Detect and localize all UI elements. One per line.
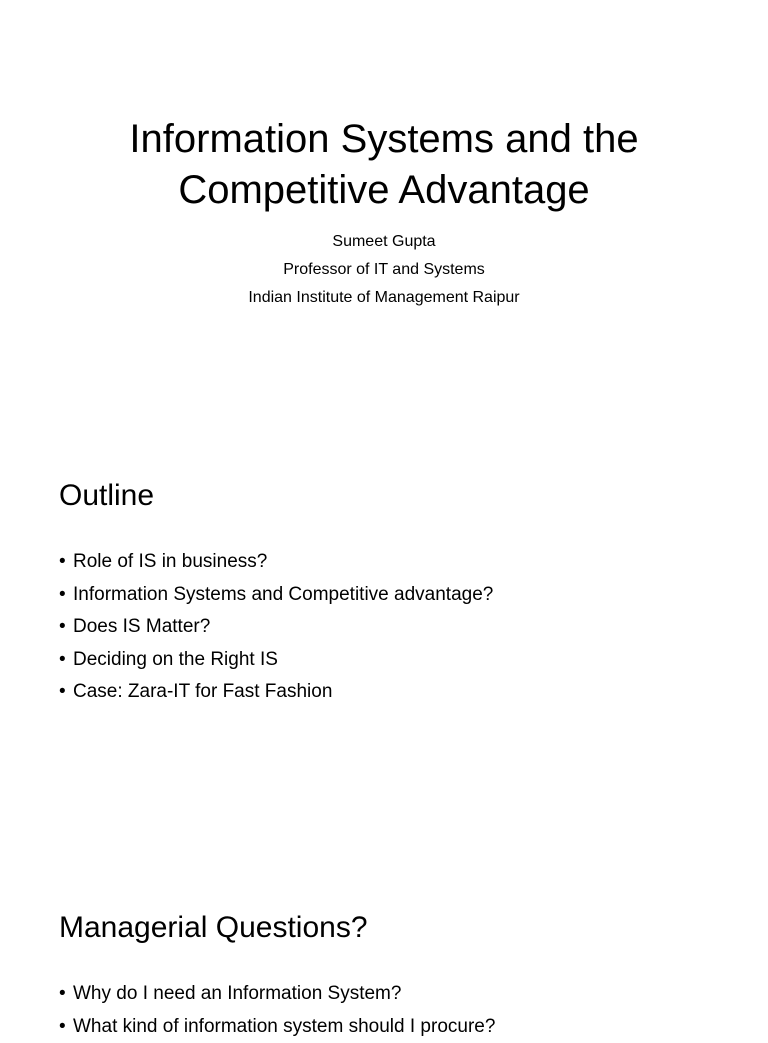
list-item [59,546,493,579]
list-item-text: Why do I need an Information System? [73,983,401,1004]
outline-list [59,546,493,709]
list-item-text: Deciding on the Right IS [73,649,278,670]
questions-list [59,978,495,1043]
outline-slide [0,432,768,864]
author-name: Sumeet Gupta [0,228,768,256]
title-line-2: Competitive Advantage [0,165,768,216]
title-line-1: Information Systems and the [0,114,768,165]
list-item [59,579,493,612]
author-institution: Indian Institute of Management Raipur [0,284,768,312]
list-item [59,1011,495,1043]
presentation-title [0,114,768,216]
questions-heading: Managerial Questions? [59,910,368,946]
bullet-icon: • [59,978,66,1011]
presenter-info [0,228,768,312]
list-item [59,676,493,709]
list-item-text: Role of IS in business? [73,551,267,572]
list-item-text: Case: Zara-IT for Fast Fashion [73,681,332,702]
bullet-icon: • [59,611,66,644]
list-item [59,644,493,677]
list-item [59,978,495,1011]
list-item-text: Information Systems and Competitive advantage? [73,584,493,605]
title-slide [0,0,768,432]
list-item-text: What kind of information system should I procure? [73,1016,495,1037]
bullet-icon: • [59,676,66,709]
author-position: Professor of IT and Systems [0,256,768,284]
managerial-questions-slide [0,864,768,1024]
bullet-icon: • [59,644,66,677]
list-item-text: Does IS Matter? [73,616,210,637]
list-item [59,611,493,644]
bullet-icon: • [59,579,66,612]
outline-heading: Outline [59,478,154,514]
bullet-icon: • [59,1011,66,1043]
bullet-icon: • [59,546,66,579]
